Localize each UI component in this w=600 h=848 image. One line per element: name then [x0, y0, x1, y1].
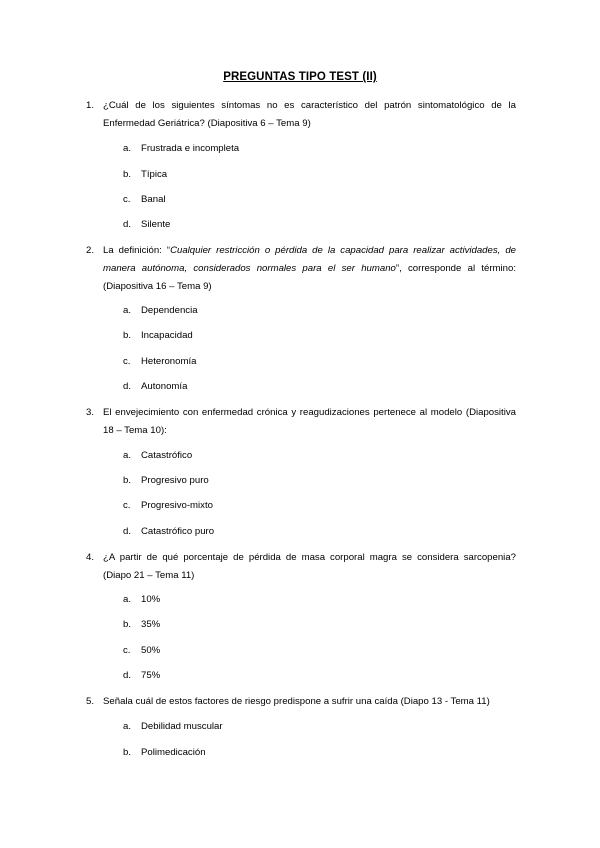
option-3d: d. Catastrófico puro [123, 526, 215, 537]
option-1d: d. Silente [123, 219, 171, 230]
question-3 [86, 404, 516, 440]
option-2a: a. Dependencia [123, 305, 198, 316]
option-3c: c. Progresivo-mixto [123, 500, 213, 511]
option-2d: d. Autonomía [123, 381, 188, 392]
question-number: 2. [86, 245, 95, 256]
option-2b: b. Incapacidad [123, 330, 193, 341]
option-4b: b. 35% [123, 619, 161, 630]
question-text: El envejecimiento con enfermedad crónica y reagudizaciones pertenece al modelo (Diapositiva 18 – Tema 10): [103, 407, 516, 436]
option-4c: c. 50% [123, 645, 161, 656]
question-text: La definición: “Cualquier restricción o pérdida de la capacidad para realizar actividades, de manera autónoma, considerados normales para el ser humano”, corresponde al término: (Diapositiva 16 – Tema 9) [103, 245, 516, 292]
question-text: ¿Cuál de los siguientes síntomas no es característico del patrón sintomatológico de la Enfermedad Geriátrica? (Diapositiva 6 – Tema 9) [103, 100, 516, 129]
option-4d: d. 75% [123, 670, 161, 681]
option-4a: a. 10% [123, 594, 161, 605]
question-2 [86, 242, 516, 296]
question-number: 3. [86, 407, 95, 418]
option-3a: a. Catastrófico [123, 450, 193, 461]
question-4 [86, 549, 516, 585]
question-text: Señala cuál de estos factores de riesgo predispone a sufrir una caída (Diapo 13 - Tema 11) [103, 696, 490, 707]
question-number: 1. [86, 100, 95, 111]
option-2c: c. Heteronomía [123, 356, 197, 367]
question-1 [86, 97, 516, 133]
option-3b: b. Progresivo puro [123, 475, 209, 486]
question-number: 4. [86, 552, 95, 563]
option-5b: b. Polimedicación [123, 747, 206, 758]
page-title: PREGUNTAS TIPO TEST (II) [223, 71, 377, 83]
option-1b: b. Típica [123, 169, 168, 180]
definition-quote: Cualquier restricción o pérdida de la capacidad para realizar actividades, de manera autónoma, considerados normales para el ser humano [103, 245, 516, 274]
option-5a: a. Debilidad muscular [123, 721, 223, 732]
question-number: 5. [86, 696, 95, 707]
option-1a: a. Frustrada e incompleta [123, 143, 240, 154]
question-text: ¿A partir de qué porcentaje de pérdida de masa corporal magra se considera sarcopenia? (Diapo 21 – Tema 11) [103, 552, 516, 581]
option-1c: c. Banal [123, 194, 166, 205]
question-5 [86, 693, 516, 711]
